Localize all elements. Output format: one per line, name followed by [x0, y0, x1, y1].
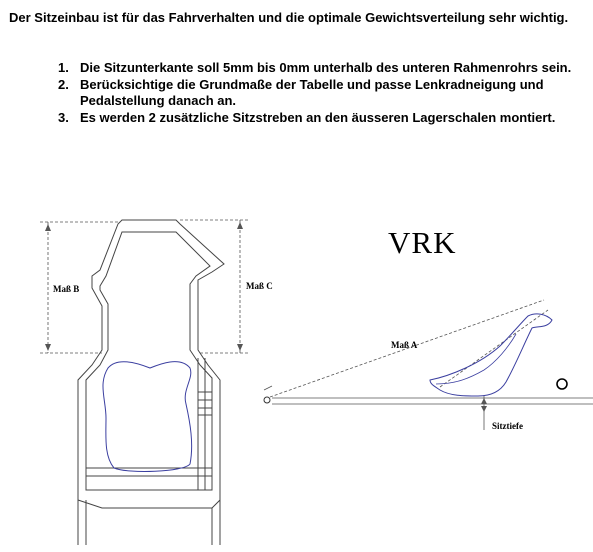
label-sitztiefe: Sitztiefe	[492, 421, 523, 431]
instruction-item-3	[58, 110, 578, 126]
frame-outer-outline	[78, 220, 224, 508]
intro-text: Der Sitzeinbau ist für das Fahrverhalten und die optimale Gewichtsverteilung sehr wichtig.	[9, 10, 569, 25]
instruction-text: Es werden 2 zusätzliche Sitzstreben an den äusseren Lagerschalen montiert.	[80, 110, 556, 125]
seat-diagram	[0, 200, 593, 552]
instruction-number: 2.	[58, 77, 69, 92]
label-mass-b: Maß B	[53, 284, 80, 294]
seat-diagram-drawing	[0, 200, 593, 552]
instruction-number: 3.	[58, 110, 69, 125]
frame-point-right	[557, 379, 567, 389]
instruction-item-1	[58, 60, 578, 76]
instruction-number: 1.	[58, 60, 69, 75]
label-mass-c: Maß C	[246, 281, 273, 291]
instruction-text: Berücksichtige die Grundmaße der Tabelle und passe Lenkradneigung und Pedalstellung danach an.	[80, 77, 544, 108]
frame-point-left	[264, 397, 270, 403]
brand-logo-text: VRK	[388, 225, 457, 260]
label-mass-a: Maß A	[391, 340, 418, 350]
seat-shell-top-view	[103, 362, 192, 472]
instruction-item-2	[58, 77, 578, 109]
frame-inner-outline	[86, 232, 212, 490]
seat-shell-side-view	[430, 314, 552, 396]
instruction-list	[58, 60, 578, 127]
instruction-text: Die Sitzunterkante soll 5mm bis 0mm unterhalb des unteren Rahmenrohrs sein.	[80, 60, 572, 75]
